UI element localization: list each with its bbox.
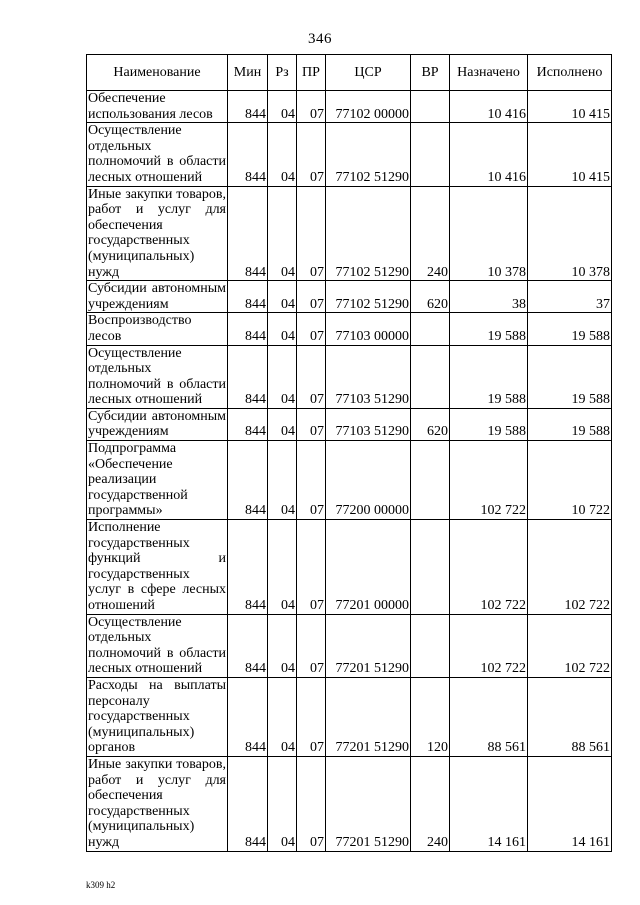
table-row [87, 123, 612, 186]
cell-vr [411, 345, 450, 408]
cell-name: Воспроизводство лесов [87, 313, 228, 345]
cell-rz: 04 [268, 677, 297, 756]
cell-name: Субсидии автономным учреждениям [88, 281, 226, 312]
cell-vr [411, 614, 450, 677]
cell-csr: 77102 51290 [326, 281, 411, 313]
cell-vr [411, 441, 450, 520]
cell-name: Субсидии автономным учреждениям [88, 408, 226, 440]
cell-min: 844 [228, 123, 268, 186]
cell-rz: 04 [268, 281, 297, 313]
cell-assigned: 19 588 [450, 313, 528, 345]
cell-csr: 77103 51290 [326, 345, 411, 408]
cell-pr: 07 [297, 408, 326, 440]
cell-rz: 04 [268, 441, 297, 520]
cell-executed: 10 722 [528, 441, 612, 520]
cell-vr [411, 123, 450, 186]
header-vr: ВР [411, 55, 450, 91]
cell-pr: 07 [297, 123, 326, 186]
cell-executed: 10 378 [528, 186, 612, 281]
cell-min: 844 [228, 677, 268, 756]
cell-assigned: 19 588 [450, 408, 528, 440]
header-csr: ЦСР [326, 55, 411, 91]
cell-pr: 07 [297, 520, 326, 615]
table-row [87, 313, 612, 345]
cell-assigned: 102 722 [450, 614, 528, 677]
cell-vr: 620 [411, 408, 450, 440]
cell-executed: 37 [528, 281, 612, 313]
table-row [87, 520, 612, 615]
cell-executed: 19 588 [528, 313, 612, 345]
cell-assigned: 19 588 [450, 345, 528, 408]
cell-csr: 77102 51290 [326, 186, 411, 281]
cell-vr: 620 [411, 281, 450, 313]
cell-rz: 04 [268, 313, 297, 345]
cell-name: Исполнение государственных функций и государственных услуг в сфере лесных отношений [88, 520, 226, 613]
cell-vr [411, 91, 450, 123]
cell-assigned: 88 561 [450, 677, 528, 756]
cell-min: 844 [228, 186, 268, 281]
cell-name: Иные закупки товаров, работ и услуг для обеспечения государственных (муниципальных) нужд [88, 186, 226, 280]
cell-vr: 240 [411, 756, 450, 851]
cell-csr: 77103 51290 [326, 408, 411, 440]
cell-min: 844 [228, 281, 268, 313]
cell-csr: 77200 00000 [326, 441, 411, 520]
cell-csr: 77201 51290 [326, 677, 411, 756]
cell-min: 844 [228, 91, 268, 123]
table-header-row [87, 55, 612, 91]
cell-rz: 04 [268, 123, 297, 186]
page-number: 346 [308, 31, 332, 47]
cell-csr: 77102 51290 [326, 123, 411, 186]
cell-pr: 07 [297, 677, 326, 756]
cell-rz: 04 [268, 91, 297, 123]
table-row [87, 756, 612, 851]
cell-csr: 77201 51290 [326, 614, 411, 677]
cell-vr [411, 520, 450, 615]
cell-rz: 04 [268, 186, 297, 281]
header-name: Наименование [87, 55, 228, 91]
table-row [87, 408, 612, 440]
cell-vr: 120 [411, 677, 450, 756]
header-rz: Рз [268, 55, 297, 91]
cell-assigned: 10 416 [450, 91, 528, 123]
cell-min: 844 [228, 408, 268, 440]
cell-min: 844 [228, 614, 268, 677]
header-executed: Исполнено [528, 55, 612, 91]
cell-executed: 14 161 [528, 756, 612, 851]
cell-pr: 07 [297, 281, 326, 313]
cell-name: Расходы на выплаты персоналу государственных (муниципальных) органов [88, 677, 226, 756]
cell-name: Осуществление отдельных полномочий в области лесных отношений [88, 345, 226, 408]
cell-min: 844 [228, 345, 268, 408]
table-row [87, 677, 612, 756]
cell-assigned: 38 [450, 281, 528, 313]
cell-executed: 10 415 [528, 91, 612, 123]
cell-assigned: 102 722 [450, 441, 528, 520]
cell-name: Подпрограмма «Обеспечение реализации государственной программы» [87, 441, 228, 520]
cell-rz: 04 [268, 520, 297, 615]
cell-executed: 88 561 [528, 677, 612, 756]
cell-name: Обеспечение использования лесов [87, 91, 228, 123]
table-body [87, 91, 612, 852]
header-min: Мин [228, 55, 268, 91]
table-row [87, 186, 612, 281]
cell-rz: 04 [268, 756, 297, 851]
cell-pr: 07 [297, 91, 326, 123]
cell-csr: 77102 00000 [326, 91, 411, 123]
cell-csr: 77103 00000 [326, 313, 411, 345]
table-row [87, 281, 612, 313]
cell-pr: 07 [297, 441, 326, 520]
cell-pr: 07 [297, 186, 326, 281]
table-row [87, 345, 612, 408]
cell-executed: 10 415 [528, 123, 612, 186]
table-row [87, 614, 612, 677]
cell-pr: 07 [297, 756, 326, 851]
cell-min: 844 [228, 756, 268, 851]
cell-assigned: 14 161 [450, 756, 528, 851]
cell-name: Осуществление отдельных полномочий в области лесных отношений [88, 123, 226, 185]
cell-name: Иные закупки товаров, работ и услуг для обеспечения государственных (муниципальных) нужд [88, 756, 226, 850]
cell-pr: 07 [297, 614, 326, 677]
cell-assigned: 10 378 [450, 186, 528, 281]
cell-executed: 19 588 [528, 408, 612, 440]
table-row [87, 91, 612, 123]
header-pr: ПР [297, 55, 326, 91]
cell-assigned: 102 722 [450, 520, 528, 615]
cell-csr: 77201 51290 [326, 756, 411, 851]
cell-min: 844 [228, 441, 268, 520]
cell-executed: 102 722 [528, 520, 612, 615]
table-row [87, 441, 612, 520]
header-assigned: Назначено [450, 55, 528, 91]
budget-table [86, 54, 612, 852]
cell-vr: 240 [411, 186, 450, 281]
cell-name: Осуществление отдельных полномочий в области лесных отношений [88, 614, 226, 677]
cell-rz: 04 [268, 614, 297, 677]
cell-pr: 07 [297, 345, 326, 408]
cell-min: 844 [228, 313, 268, 345]
cell-csr: 77201 00000 [326, 520, 411, 615]
cell-executed: 19 588 [528, 345, 612, 408]
cell-rz: 04 [268, 345, 297, 408]
cell-assigned: 10 416 [450, 123, 528, 186]
cell-executed: 102 722 [528, 614, 612, 677]
cell-pr: 07 [297, 313, 326, 345]
cell-rz: 04 [268, 408, 297, 440]
footer-code: k309 h2 [86, 880, 116, 890]
cell-min: 844 [228, 520, 268, 615]
cell-vr [411, 313, 450, 345]
